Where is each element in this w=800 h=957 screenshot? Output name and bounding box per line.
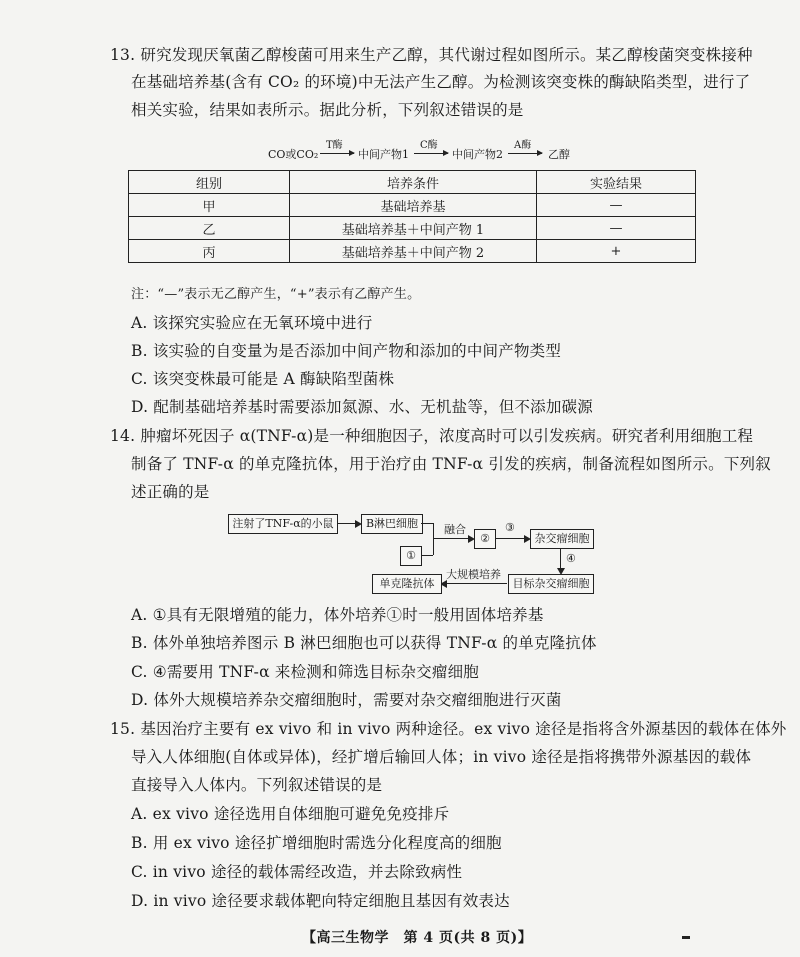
pathway-arrow-3 [508,153,542,154]
q13-option-b: B. 该实验的自变量为是否添加中间产物和添加的中间产物类型 [131,342,562,360]
q13-results-table [128,170,696,263]
pathway-enzyme-1: T酶 [326,140,343,151]
table-cell: — [537,194,696,217]
arrow-to-fusion [433,538,473,539]
q14-option-d: D. 体外大规模培养杂交瘤细胞时，需要对杂交瘤细胞进行灭菌 [131,691,562,709]
arrow-to-target [560,548,561,573]
mouse-box: 注射了TNF-α的小鼠 [228,514,338,534]
table-cell: 乙 [129,217,290,240]
q15-option-a: A. ex vivo 途径选用自体细胞可避免免疫排斥 [131,805,450,823]
q13-option-c: C. 该突变株最可能是 A 酶缺陷型菌株 [131,370,395,388]
table-cell: 甲 [129,194,290,217]
pathway-mid-1: 中间产物1 [358,148,409,161]
connector-fusion-bracket [433,523,434,555]
pathway-start: CO或CO₂ [268,148,319,161]
pathway-mid-2: 中间产物2 [452,148,503,161]
q15-stem-line-2: 导入人体细胞(自体或异体)，经扩增后输回人体；in vivo 途径是指将携带外源基因的载体 [131,748,752,766]
arrow-to-antibody [442,583,507,584]
table-cell: 基础培养基 [290,194,537,217]
table-cell: 丙 [129,240,290,263]
fused-cells-box: ② [474,529,496,549]
q13-stem-line-1: 13. 研究发现厌氧菌乙醇梭菌可用来生产乙醇，其代谢过程如图所示。某乙醇梭菌突变株接种 [110,46,753,64]
antibody-box: 单克隆抗体 [372,574,442,594]
table-row [129,194,696,217]
q14-stem-line-3: 述正确的是 [131,483,210,501]
q15-option-d: D. in vivo 途径要求载体靶向特定细胞且基因有效表达 [131,892,510,910]
fusion-label: 融合 [444,523,466,536]
table-cell: + [537,240,696,263]
q14-stem-line-1: 14. 肿瘤坏死因子 α(TNF-α)是一种细胞因子，浓度高时可以引发疾病。研究者利用细胞工程 [110,427,754,445]
q15-option-b: B. 用 ex vivo 途径扩增细胞时需选分化程度高的细胞 [131,834,502,852]
q14-stem-line-2: 制备了 TNF-α 的单克隆抗体，用于治疗由 TNF-α 引发的疾病，制备流程如图所示。下列叙 [131,455,771,473]
q13-option-d: D. 配制基础培养基时需要添加氮源、水、无机盐等，但不添加碳源 [131,398,593,416]
q15-stem-line-3: 直接导入人体内。下列叙述错误的是 [131,776,383,794]
table-header-group: 组别 [129,171,290,194]
hybridoma-box: 杂交瘤细胞 [530,529,594,549]
pathway-enzyme-2: C酶 [420,140,438,151]
q14-option-b: B. 体外单独培养图示 B 淋巴细胞也可以获得 TNF-α 的单克隆抗体 [131,634,597,652]
step3-label: ③ [505,521,515,534]
pathway-end: 乙醇 [548,148,570,161]
myeloma-box: ① [400,546,422,566]
culture-label: 大规模培养 [446,568,501,581]
connector-bcell [421,523,433,524]
table-row [129,217,696,240]
target-hybridoma-box: 目标杂交瘤细胞 [508,574,594,594]
arrow-to-hybridoma [495,538,529,539]
table-header-result: 实验结果 [537,171,696,194]
bcell-box: B淋巴细胞 [361,514,423,534]
table-row [129,240,696,263]
q15-option-c: C. in vivo 途径的载体需经改造，并去除致病性 [131,863,463,881]
q13-table-note: 注：“—”表示无乙醇产生，“+”表示有乙醇产生。 [131,287,421,302]
table-cell: 基础培养基＋中间产物 1 [290,217,537,240]
q14-option-c: C. ④需要用 TNF-α 来检测和筛选目标杂交瘤细胞 [131,663,479,681]
q13-stem-line-2: 在基础培养基(含有 CO₂ 的环境)中无法产生乙醇。为检测该突变株的酶缺陷类型，进行了 [131,73,751,91]
pathway-arrow-1 [320,153,354,154]
q13-stem-line-3: 相关实验，结果如表所示。据此分析，下列叙述错误的是 [131,101,524,119]
pathway-enzyme-3: A酶 [514,140,532,151]
q13-option-a: A. 该探究实验应在无氧环境中进行 [131,314,373,332]
pathway-arrow-2 [414,153,448,154]
connector-myeloma [421,555,433,556]
q15-stem-line-1: 15. 基因治疗主要有 ex vivo 和 in vivo 两种途径。ex vivo 途径是指将含外源基因的载体在体外 [110,720,787,738]
page-footer: 【高三生物学 第 4 页(共 8 页)】 [302,930,533,946]
page-mark [682,936,690,939]
table-header-row [129,171,696,194]
q14-option-a: A. ①具有无限增殖的能力，体外培养①时一般用固体培养基 [131,606,544,624]
step4-label: ④ [566,552,576,565]
table-cell: — [537,217,696,240]
arrow-mouse-to-bcell [337,523,360,524]
table-header-condition: 培养条件 [290,171,537,194]
table-cell: 基础培养基＋中间产物 2 [290,240,537,263]
q13-metabolic-pathway [268,140,588,162]
